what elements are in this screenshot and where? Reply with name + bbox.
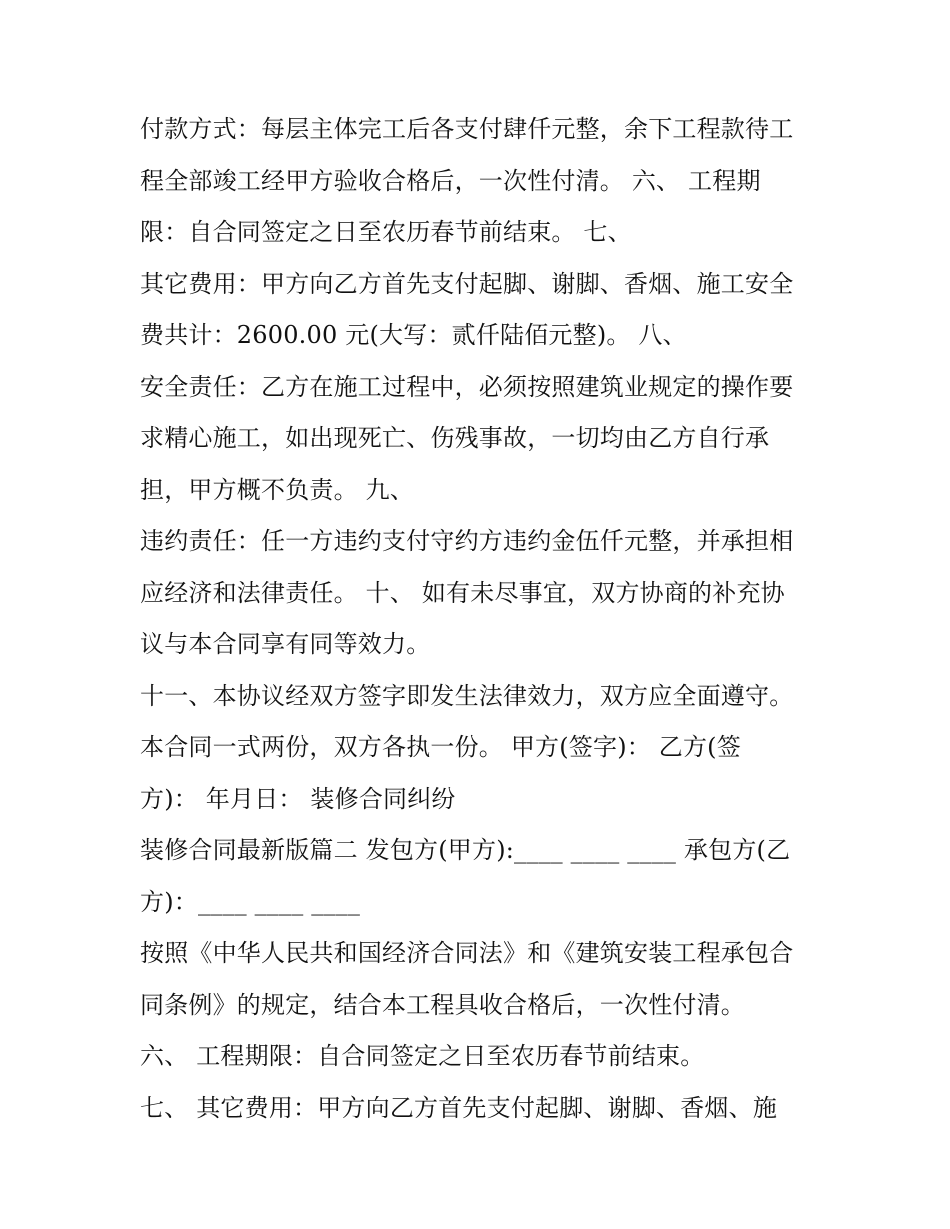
text-line: 限：自合同签定之日至农历春节前结束。 七、: [140, 218, 632, 246]
text-line: 应经济和法律责任。 十、 如有未尽事宜，双方协商的补充协: [140, 578, 785, 607]
text-line: 按照《中华人民共和国经济合同法》和《建筑安装工程承包合: [140, 939, 794, 967]
text-line: 议与本合同享有同等效力。: [140, 630, 431, 658]
text-line: 其它费用：甲方向乙方首先支付起脚、谢脚、香烟、施工安全: [140, 269, 794, 298]
text-line: 求精心施工，如出现死亡、伤残事故，一切均由乙方自行承: [140, 424, 770, 452]
text-line: 程全部竣工经甲方验收合格后，一次性付清。 六、 工程期: [140, 166, 761, 195]
text-line: 装修合同最新版篇二 发包方(甲方):____ ____ ____ 承包方(乙: [140, 836, 791, 864]
text-line: 同条例》的规定，结合本工程具收合格后，一次性付清。: [140, 990, 745, 1019]
text-line: 本合同一式两份，双方各执一份。 甲方(签字)： 乙方(签: [140, 733, 741, 761]
text-line: 十一、本协议经双方签字即发生法律效力，双方应全面遵守。: [140, 681, 794, 710]
text-line: 七、 其它费用：甲方向乙方首先支付起脚、谢脚、香烟、施: [140, 1093, 778, 1122]
text-line: 安全责任：乙方在施工过程中，必须按照建筑业规定的操作要: [140, 372, 794, 401]
text-line: 付款方式：每层主体完工后各支付肆仟元整，余下工程款待工: [140, 115, 794, 143]
contract-text-body: [140, 104, 820, 1134]
text-line: 方)： 年月日： 装修合同纠纷: [140, 784, 456, 813]
text-line: 违约责任：任一方违约支付守约方违约金伍仟元整，并承担相: [140, 527, 794, 555]
text-line: 费共计：2600.00 元(大写：贰仟陆佰元整)。 八、: [140, 321, 687, 349]
text-line: 方)：____ ____ ____: [140, 887, 361, 916]
text-line: 六、 工程期限：自合同签定之日至农历春节前结束。: [140, 1042, 705, 1070]
text-line: 担，甲方概不负责。 九、: [140, 475, 415, 504]
